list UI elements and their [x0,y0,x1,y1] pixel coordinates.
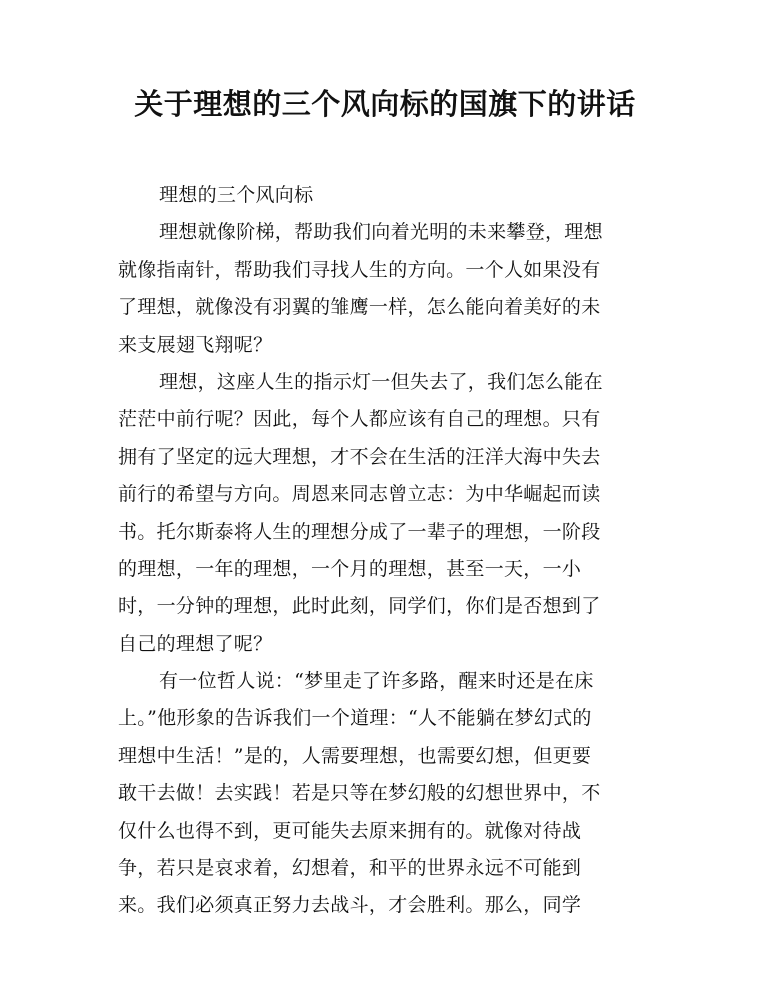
paragraph-3-line-5: 仅什么也得不到，更可能失去原来拥有的。就像对待战 [118,819,582,842]
paragraph-1-line-3: 了理想，就像没有羽翼的雏鹰一样，怎么能向着美好的未 [118,296,601,319]
paragraph-2-line-2: 茫茫中前行呢？因此，每个人都应该有自己的理想。只有 [118,408,601,431]
paragraph-2-line-1: 理想，这座人生的指示灯一但失去了，我们怎么能在 [159,370,603,393]
paragraph-3-line-4: 敢干去做！去实践！若是只等在梦幻般的幻想世界中，不 [118,782,601,805]
paragraph-3-line-7: 来。我们必须真正努力去战斗，才会胜利。那么，同学 [118,894,582,917]
paragraph-2-line-6: 的理想，一年的理想，一个月的理想，甚至一天，一小 [118,557,582,580]
paragraph-1-line-2: 就像指南针，帮助我们寻找人生的方向。一个人如果没有 [118,258,601,281]
paragraph-3-line-6: 争，若只是哀求着，幻想着，和平的世界永远不可能到 [118,857,582,880]
paragraph-3-line-2: 上。”他形象的告诉我们一个道理：“人不能躺在梦幻式的 [118,707,592,730]
paragraph-1-line-4: 来支展翅飞翔呢？ [118,333,273,356]
paragraph-1-line-1: 理想就像阶梯，帮助我们向着光明的未来攀登，理想 [159,221,603,244]
document-title: 关于理想的三个风向标的国旗下的讲话 [134,87,636,121]
document-body [118,177,646,925]
paragraph-2-line-4: 前行的希望与方向。周恩来同志曾立志：为中华崛起而读 [118,483,601,506]
paragraph-3-line-3: 理想中生活！”是的，人需要理想，也需要幻想，但更要 [118,744,592,767]
paragraph-2-line-3: 拥有了坚定的远大理想，才不会在生活的汪洋大海中失去 [118,445,601,468]
section-heading: 理想的三个风向标 [159,184,314,206]
paragraph-2-line-5: 书。托尔斯泰将人生的理想分成了一辈子的理想，一阶段 [118,520,601,543]
paragraph-2-line-7: 时，一分钟的理想，此时此刻，同学们，你们是否想到了 [118,595,601,618]
paragraph-2-line-8: 自己的理想了呢？ [118,632,273,655]
paragraph-3-line-1: 有一位哲人说：“梦里走了许多路，醒来时还是在床 [159,670,594,693]
